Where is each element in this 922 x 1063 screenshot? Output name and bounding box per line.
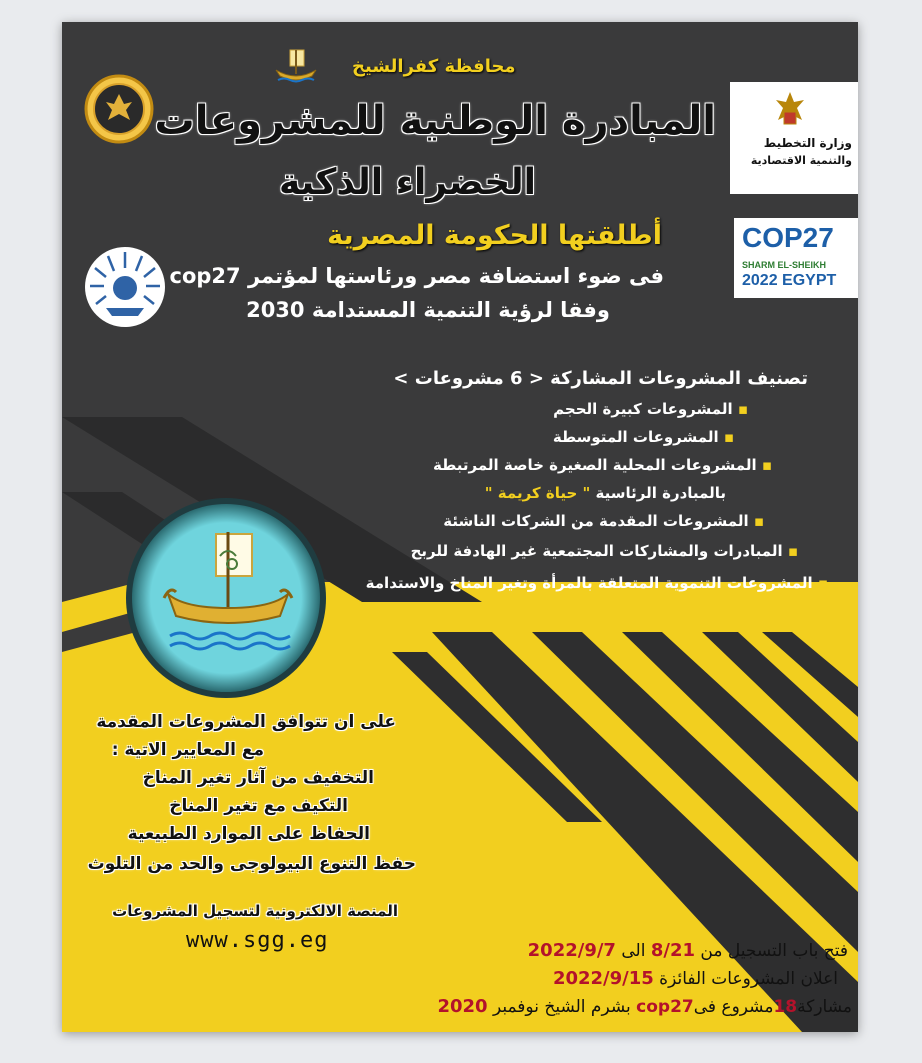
- bullet-icon: ▪: [812, 574, 828, 592]
- sun-emblem-icon: [82, 244, 168, 330]
- bullet-icon: ▪: [718, 428, 734, 446]
- context-line2: وفقا لرؤية التنمية المستدامة 2030: [246, 298, 610, 322]
- poster: [62, 22, 858, 1032]
- list-item: [553, 428, 734, 446]
- categories-heading: تصنيف المشروعات المشاركة < 6 مشروعات >: [393, 368, 808, 389]
- cop27-title: COP27: [742, 222, 834, 253]
- haya-karima-highlight: " حياة كريمة ": [484, 484, 591, 502]
- ministry-name-line2: والتنمية الاقتصادية: [750, 154, 852, 167]
- winners-date: 2022/9/15: [552, 968, 654, 989]
- bullet-icon: ▪: [732, 400, 748, 418]
- participation-prefix: مشاركة: [797, 997, 852, 1017]
- participation-count: 18: [773, 997, 798, 1017]
- governorate-name: محافظة كفرالشيخ: [352, 56, 516, 77]
- ministry-eagle-icon: [768, 88, 812, 132]
- registration-prefix: فتح باب التسجيل من: [700, 941, 848, 961]
- criteria-item: التخفيف من آثار تغير المناخ: [142, 768, 374, 788]
- registration-dates: [528, 940, 848, 961]
- ministry-name-line1: وزارة التخطيط: [763, 136, 852, 150]
- list-item: [553, 400, 748, 418]
- egypt-eagle-emblem-icon: [84, 74, 154, 144]
- participation-suffix: بشرم الشيخ نوفمبر: [492, 997, 631, 1017]
- criteria-item: حفظ التنوع البيولوجى والحد من التلوث: [87, 854, 416, 874]
- list-item-continuation: [485, 484, 726, 502]
- boat-logo-icon: [274, 48, 318, 84]
- list-item: [411, 542, 798, 560]
- list-item: [433, 456, 772, 474]
- list-item: [366, 574, 828, 592]
- page-title-line2: الخضراء الذكية: [278, 162, 536, 203]
- category-item-label: المشروعات المتوسطة: [552, 428, 719, 446]
- platform-url-link[interactable]: www.sgg.eg: [186, 928, 329, 953]
- registration-to-label: الى: [621, 941, 646, 961]
- category-item-label: المبادرات والمشاركات المجتمعية غير الهادفة للربح: [410, 542, 783, 560]
- participation-year: 2020: [437, 996, 488, 1017]
- list-item: [443, 512, 764, 530]
- category-item-label: المشروعات المقدمة من الشركات الناشئة: [443, 512, 749, 530]
- cop27-logo: [734, 218, 858, 298]
- registration-to: 2022/9/7: [527, 940, 616, 961]
- criteria-intro-line1: على ان تتوافق المشروعات المقدمة: [96, 712, 396, 732]
- participation-event: cop27: [636, 997, 694, 1017]
- cop27-city: SHARM EL-SHEIKH: [742, 260, 827, 270]
- participation-mid: مشروع فى: [693, 997, 774, 1017]
- bullet-icon: ▪: [782, 542, 798, 560]
- category-item-continuation: بالمبادرة الرئاسية: [590, 484, 726, 502]
- kafr-elsheikh-emblem: [124, 496, 328, 700]
- criteria-intro-line2: مع المعايير الاتية :: [111, 740, 264, 760]
- launched-by: أطلقتها الحكومة المصرية: [327, 220, 662, 251]
- category-item-label: المشروعات كبيرة الحجم: [553, 400, 733, 418]
- winners-announcement: [553, 968, 838, 989]
- criteria-item: التكيف مع تغير المناخ: [169, 796, 348, 816]
- context-line1: فى ضوء استضافة مصر ورئاستها لمؤتمر cop27: [169, 264, 664, 288]
- category-item-label: المشروعات المحلية الصغيرة خاصة المرتبطة: [433, 456, 757, 474]
- winners-prefix: اعلان المشروعات الفائزة: [659, 969, 838, 989]
- bullet-icon: ▪: [756, 456, 772, 474]
- category-item-label: المشروعات التنموية المتعلقة بالمرأة وتغير المناخ والاستدامة: [365, 574, 813, 592]
- page-title-line1: المبادرة الوطنية للمشروعات: [154, 98, 716, 144]
- participation-line: [437, 996, 852, 1017]
- bullet-icon: ▪: [748, 512, 764, 530]
- platform-label: المنصة الالكترونية لتسجيل المشروعات: [112, 902, 398, 920]
- registration-from: 8/21: [650, 940, 695, 961]
- cop27-year: 2022 EGYPT: [742, 272, 837, 289]
- criteria-item: الحفاظ على الموارد الطبيعية: [127, 824, 370, 844]
- ministry-logo: [730, 82, 858, 194]
